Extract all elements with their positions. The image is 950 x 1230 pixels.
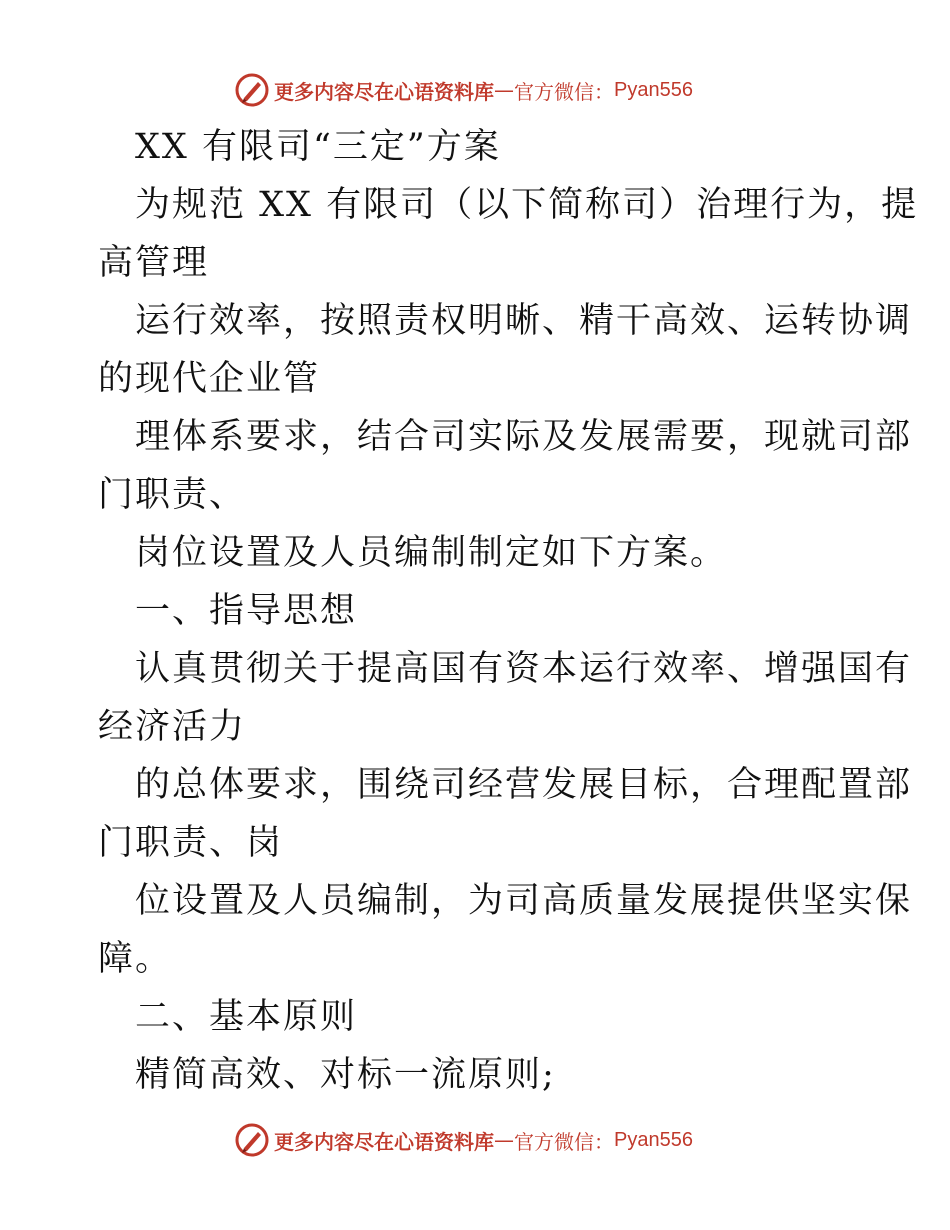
section-heading: 一、指导思想 [135,591,358,631]
banner-text: 更多内容尽在心语资料库 [274,79,494,104]
doc-line: 的现代企业管 [98,359,321,399]
doc-title: XX 有限司“三定”方案 [135,127,501,167]
banner-wechat-label: 官方微信： [514,1129,614,1154]
banner-wechat-id: Pyan556 [614,78,693,101]
doc-line: 精简高效、对标一流原则; [135,1055,556,1095]
footer-watermark-banner [234,1120,693,1160]
banner-wechat-label: 官方微信： [514,79,614,104]
document-body [98,118,919,1104]
banner-separator: — [494,78,514,102]
section-heading: 二、基本原则 [135,997,358,1037]
doc-line: 障。 [98,939,173,979]
doc-line: 运行效率，按照责权明晰、精干高效、运转协调 [135,301,913,341]
banner-text: 更多内容尽在心语资料库 [274,1129,494,1154]
doc-line: 经济活力 [98,707,247,747]
doc-line: 为规范 XX 有限司（以下简称司）治理行为，提 [135,185,919,225]
doc-line: 高管理 [98,243,210,283]
doc-line: 理体系要求，结合司实际及发展需要，现就司部 [135,417,913,457]
pen-logo-icon [234,72,270,108]
doc-line: 门职责、 [98,475,247,515]
doc-line: 岗位设置及人员编制制定如下方案。 [135,533,728,573]
doc-line: 位设置及人员编制，为司高质量发展提供坚实保 [135,881,913,921]
doc-line: 门职责、岗 [98,823,284,863]
banner-separator: — [494,1128,514,1152]
header-watermark-banner [234,70,693,110]
doc-line: 的总体要求，围绕司经营发展目标，合理配置部 [135,765,913,805]
doc-line: 认真贯彻关于提高国有资本运行效率、增强国有 [135,649,913,689]
banner-wechat-id: Pyan556 [614,1128,693,1151]
pen-logo-icon [234,1122,270,1158]
